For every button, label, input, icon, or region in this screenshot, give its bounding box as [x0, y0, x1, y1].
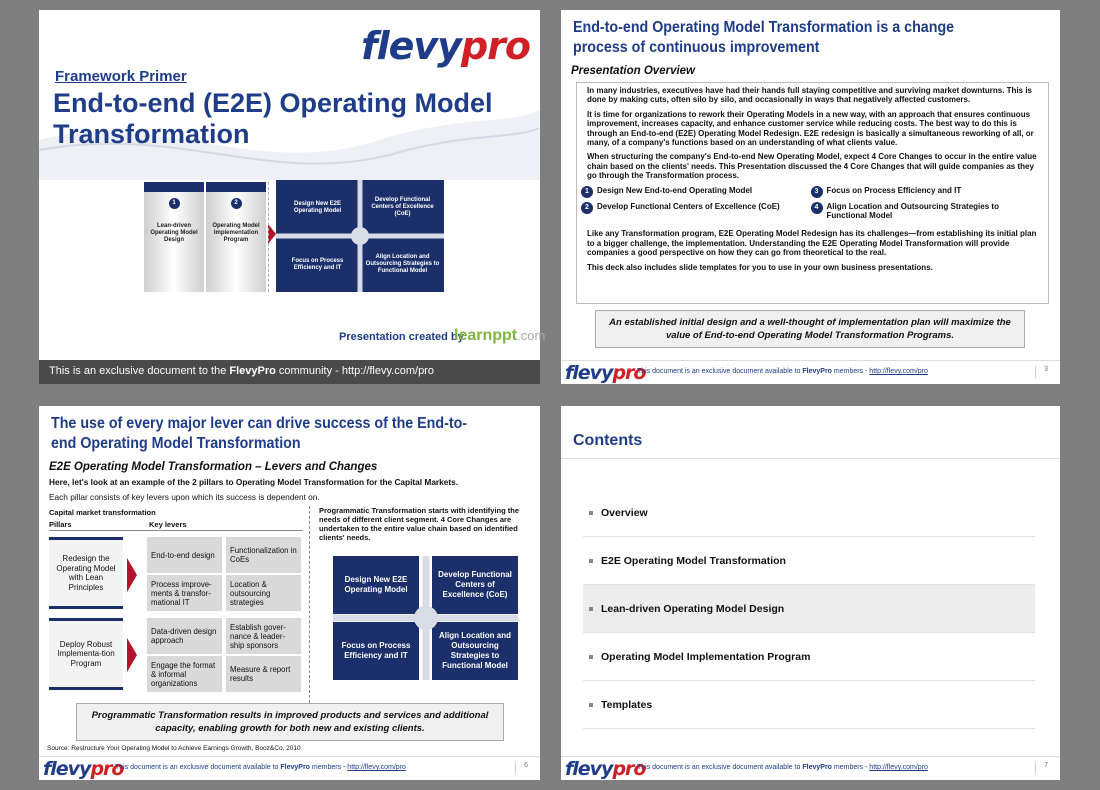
bullet-icon — [589, 559, 593, 563]
overview-text-box — [576, 82, 1049, 304]
quadrant-process: Focus on Process Efficiency and IT — [276, 237, 359, 292]
paragraph: When structuring the company's End-to-end New Operating Model, expect 4 Core Changes to occur in the entire value chain based on the clients' needs. This Presentation discussed the 4 Core Changes that will guide companies as they go through the Transformation process. — [587, 152, 1037, 181]
contents-item[interactable]: Templates — [583, 681, 1035, 729]
red-arrow — [268, 224, 276, 244]
vertical-dashed-line — [268, 182, 269, 292]
intro-text: Here, let's look at an example of the 2 pillars to Operating Model Transformation for the Capital Markets. — [49, 477, 459, 487]
quadrant-cross — [276, 180, 444, 292]
page-number: 6 — [515, 762, 528, 774]
quadrant-coe: Develop Functional Centers of Excellence (CoE) — [361, 180, 444, 235]
footer-text: This document is an exclusive document available to FlevyPro members - http://flevy.com/pro — [637, 764, 928, 771]
slide-title-text: The use of every major lever can drive success of the End-to-end Operating Model Transformation — [51, 415, 468, 452]
vertical-dashed-line — [309, 506, 310, 708]
lever-card: Location & outsourcing strategies — [226, 575, 301, 611]
lever-card: Process improve-ments & transfor-mational IT — [147, 575, 222, 611]
footer-link[interactable]: http://flevy.com/pro — [869, 764, 928, 771]
intro-text-2: Each pillar consists of key levers upon which its success is dependent on. — [49, 492, 320, 502]
paragraph: This deck also includes slide templates for you to use in your own business presentations. — [587, 262, 933, 272]
pillar-redesign: Redesign the Operating Model with Lean Principles — [49, 537, 123, 609]
slide-footer — [39, 756, 540, 780]
section-subtitle: E2E Operating Model Transformation – Levers and Changes — [49, 461, 378, 473]
red-arrow — [127, 638, 137, 672]
lever-card: End-to-end design — [147, 537, 222, 573]
pillar-deploy: Deploy Robust Implementa-tion Program — [49, 618, 123, 690]
lever-card: Data-driven design approach — [147, 618, 222, 654]
learnppt-logo: learnppt.com — [454, 327, 546, 344]
quadrant-cross — [333, 556, 518, 680]
slide-title-text: Contents — [573, 432, 643, 449]
flevypro-logo: flevypro — [361, 24, 530, 68]
bullet-icon — [589, 607, 593, 611]
paragraph: Like any Transformation program, E2E Operating Model Redesign has its challenges—from establishing its initial plan to a bigger challenge, the implementation. Understanding the E2E Operating Model Transformation will provide companies a good perspective on how they can go from theoretical to the real. — [587, 229, 1037, 258]
section-subtitle: Presentation Overview — [571, 65, 695, 77]
paragraph: In many industries, executives have had their hands full staying competitive and surviving market downturns. This is done by making cuts, often silo by silo, and occasionally in ways that negatively affected customers. — [587, 86, 1033, 105]
paragraph: It is time for organizations to rework their Operating Models in a new way, with an approach that ensures continuous improvement, increases capacity, and enhance customer service while reducing costs. The best way to do this is through an End-to-end (E2E) Operating Model Redesign. E2E redesign is basically a simultaneous reworking of all, or many, of a company's functions based on an understanding of what clients value. — [587, 109, 1034, 148]
lever-card: Functionalization in CoEs — [226, 537, 301, 573]
callout-box: Programmatic Transformation results in improved products and services and additional capacity, enabling growth for both new and existing clients. — [76, 703, 504, 741]
flevypro-logo: flevypro — [43, 758, 124, 780]
flevypro-logo: flevypro — [565, 362, 646, 384]
quadrant-coe: Develop Functional Centers of Excellence (CoE) — [432, 556, 518, 614]
red-arrow — [127, 558, 137, 592]
quadrant-design: Design New E2E Operating Model — [276, 180, 359, 235]
slide-title[interactable] — [39, 10, 546, 384]
column-header-levers: Key levers — [149, 520, 187, 529]
lever-card: Establish gover-nance & leader-ship sponsors — [226, 618, 301, 654]
core-change-item: 1 Design New End-to-end Operating Model — [581, 186, 811, 198]
core-change-item: 4 Align Location and Outsourcing Strategies to Functional Model — [811, 202, 1041, 221]
presentation-created-by: Presentation created by — [339, 331, 464, 343]
lever-card: Measure & report results — [226, 656, 301, 692]
slide-title-text: End-to-end Operating Model Transformation is a change process of continuous improvement — [573, 19, 955, 56]
footer-text: This document is an exclusive document available to FlevyPro members - http://flevy.com/pro — [115, 764, 406, 771]
core-change-item: 2 Develop Functional Centers of Excellence (CoE) — [581, 202, 811, 221]
programmatic-text: Programmatic Transformation starts with identifying the needs of different client segment. 4 Core Changes are undertaken to the entire value chain based on identified clients' needs. — [319, 506, 520, 542]
page-number: 3 — [1035, 366, 1048, 378]
footer-link[interactable]: http://flevy.com/pro — [347, 764, 406, 771]
quadrant-align: Align Location and Outsourcing Strategies to Functional Model — [361, 237, 444, 292]
page-number: 7 — [1035, 762, 1048, 774]
column-header-pillars: Pillars — [49, 520, 72, 529]
pillar-1: 1 Lean-driven Operating Model Design — [144, 182, 204, 292]
contents-item-highlighted[interactable]: Lean-driven Operating Model Design — [583, 585, 1035, 633]
source-note: Source: Restructure Your Operating Model to Achieve Earnings Growth, Booz&Co, 2010 — [47, 745, 301, 752]
framework-primer-label: Framework Primer — [55, 68, 187, 85]
core-changes-list — [581, 186, 1040, 225]
core-change-item: 3 Focus on Process Efficiency and IT — [811, 186, 1041, 198]
slide-footer-bar: This is an exclusive document to the FlevyPro community - http://flevy.com/pro — [39, 360, 540, 384]
quadrant-process: Focus on Process Efficiency and IT — [333, 622, 419, 680]
slide-levers[interactable] — [39, 406, 540, 780]
slide-overview[interactable] — [561, 10, 1060, 384]
lever-card: Engage the format & informal organizations — [147, 656, 222, 692]
slide-footer — [561, 756, 1060, 780]
pillar-2: 2 Operating Model Implementation Program — [206, 182, 266, 292]
flevypro-logo: flevypro — [565, 758, 646, 780]
contents-item[interactable]: Overview — [583, 489, 1035, 537]
slide-contents[interactable] — [561, 406, 1060, 780]
footer-text: This document is an exclusive document available to FlevyPro members - http://flevy.com/pro — [637, 368, 928, 375]
divider — [49, 530, 303, 531]
quadrant-align: Align Location and Outsourcing Strategies to Functional Model — [432, 622, 518, 680]
bullet-icon — [589, 703, 593, 707]
bullet-icon — [589, 655, 593, 659]
footer-link[interactable]: http://flevy.com/pro — [869, 368, 928, 375]
contents-item[interactable]: E2E Operating Model Transformation — [583, 537, 1035, 585]
section-label: Capital market transformation — [49, 508, 156, 517]
divider — [561, 458, 1060, 459]
slide-footer — [561, 360, 1060, 384]
callout-box: An established initial design and a well-thought of implementation plan will maximize the value of End-to-end Operating Model Transformation Programs. — [595, 310, 1025, 348]
contents-list — [583, 489, 1035, 729]
quadrant-design: Design New E2E Operating Model — [333, 556, 419, 614]
slide-title-text: End-to-end (E2E) Operating Model Transformation — [53, 88, 493, 149]
bullet-icon — [589, 511, 593, 515]
contents-item[interactable]: Operating Model Implementation Program — [583, 633, 1035, 681]
